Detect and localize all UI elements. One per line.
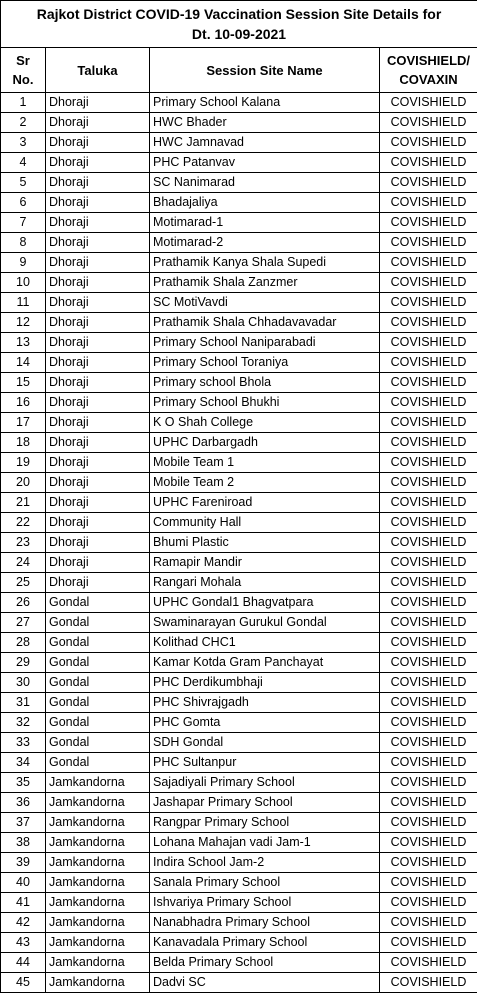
- cell-vaccine: COVISHIELD: [380, 833, 477, 853]
- cell-sr-no: 38: [1, 833, 46, 853]
- cell-vaccine: COVISHIELD: [380, 613, 477, 633]
- cell-vaccine: COVISHIELD: [380, 533, 477, 553]
- table-row: [1, 613, 477, 633]
- cell-vaccine: COVISHIELD: [380, 733, 477, 753]
- cell-sr-no: 25: [1, 573, 46, 593]
- table-row: [1, 973, 477, 993]
- cell-sr-no: 9: [1, 253, 46, 273]
- cell-taluka: Dhoraji: [46, 113, 150, 133]
- cell-session-site: SC MotiVavdi: [150, 293, 380, 313]
- table-row: [1, 173, 477, 193]
- cell-taluka: Gondal: [46, 733, 150, 753]
- cell-vaccine: COVISHIELD: [380, 493, 477, 513]
- cell-session-site: Primary School Toraniya: [150, 353, 380, 373]
- cell-vaccine: COVISHIELD: [380, 873, 477, 893]
- cell-session-site: PHC Gomta: [150, 713, 380, 733]
- cell-vaccine: COVISHIELD: [380, 933, 477, 953]
- cell-taluka: Jamkandorna: [46, 773, 150, 793]
- table-row: [1, 293, 477, 313]
- cell-taluka: Jamkandorna: [46, 793, 150, 813]
- cell-sr-no: 35: [1, 773, 46, 793]
- table-row: [1, 593, 477, 613]
- cell-sr-no: 31: [1, 693, 46, 713]
- cell-session-site: Dadvi SC: [150, 973, 380, 993]
- cell-taluka: Jamkandorna: [46, 813, 150, 833]
- cell-vaccine: COVISHIELD: [380, 313, 477, 333]
- cell-session-site: Prathamik Kanya Shala Supedi: [150, 253, 380, 273]
- cell-sr-no: 34: [1, 753, 46, 773]
- cell-sr-no: 37: [1, 813, 46, 833]
- table-row: [1, 653, 477, 673]
- cell-sr-no: 16: [1, 393, 46, 413]
- cell-taluka: Jamkandorna: [46, 953, 150, 973]
- cell-sr-no: 20: [1, 473, 46, 493]
- cell-session-site: Kanavadala Primary School: [150, 933, 380, 953]
- sheet-title: [1, 1, 477, 48]
- table-row: [1, 253, 477, 273]
- cell-vaccine: COVISHIELD: [380, 633, 477, 653]
- table-row: [1, 193, 477, 213]
- cell-taluka: Gondal: [46, 633, 150, 653]
- cell-taluka: Dhoraji: [46, 373, 150, 393]
- table-row: [1, 893, 477, 913]
- table-row: [1, 473, 477, 493]
- cell-vaccine: COVISHIELD: [380, 553, 477, 573]
- cell-taluka: Dhoraji: [46, 573, 150, 593]
- table-row: [1, 493, 477, 513]
- cell-sr-no: 21: [1, 493, 46, 513]
- table-row: [1, 353, 477, 373]
- header-vaccine-line-1: COVISHIELD/: [387, 53, 470, 68]
- cell-sr-no: 29: [1, 653, 46, 673]
- cell-session-site: Ishvariya Primary School: [150, 893, 380, 913]
- table-row: [1, 393, 477, 413]
- cell-taluka: Gondal: [46, 613, 150, 633]
- cell-vaccine: COVISHIELD: [380, 753, 477, 773]
- cell-session-site: Indira School Jam-2: [150, 853, 380, 873]
- cell-sr-no: 42: [1, 913, 46, 933]
- cell-session-site: HWC Bhader: [150, 113, 380, 133]
- cell-taluka: Dhoraji: [46, 413, 150, 433]
- header-vaccine: [380, 48, 477, 93]
- table-row: [1, 733, 477, 753]
- cell-taluka: Dhoraji: [46, 93, 150, 113]
- cell-sr-no: 19: [1, 453, 46, 473]
- table-row: [1, 93, 477, 113]
- cell-sr-no: 11: [1, 293, 46, 313]
- cell-session-site: UPHC Darbargadh: [150, 433, 380, 453]
- cell-session-site: PHC Shivrajgadh: [150, 693, 380, 713]
- cell-sr-no: 24: [1, 553, 46, 573]
- cell-sr-no: 2: [1, 113, 46, 133]
- cell-vaccine: COVISHIELD: [380, 673, 477, 693]
- cell-sr-no: 1: [1, 93, 46, 113]
- table-row: [1, 913, 477, 933]
- table-row: [1, 833, 477, 853]
- table-row: [1, 813, 477, 833]
- header-taluka: Taluka: [46, 48, 150, 93]
- cell-sr-no: 12: [1, 313, 46, 333]
- cell-session-site: Kamar Kotda Gram Panchayat: [150, 653, 380, 673]
- cell-sr-no: 6: [1, 193, 46, 213]
- cell-vaccine: COVISHIELD: [380, 373, 477, 393]
- cell-taluka: Dhoraji: [46, 533, 150, 553]
- cell-session-site: Belda Primary School: [150, 953, 380, 973]
- table-row: [1, 273, 477, 293]
- cell-taluka: Dhoraji: [46, 393, 150, 413]
- cell-vaccine: COVISHIELD: [380, 433, 477, 453]
- cell-vaccine: COVISHIELD: [380, 153, 477, 173]
- cell-vaccine: COVISHIELD: [380, 513, 477, 533]
- cell-taluka: Jamkandorna: [46, 973, 150, 993]
- cell-vaccine: COVISHIELD: [380, 693, 477, 713]
- cell-vaccine: COVISHIELD: [380, 773, 477, 793]
- cell-sr-no: 39: [1, 853, 46, 873]
- cell-sr-no: 45: [1, 973, 46, 993]
- cell-taluka: Jamkandorna: [46, 933, 150, 953]
- cell-vaccine: COVISHIELD: [380, 593, 477, 613]
- cell-session-site: Primary school Bhola: [150, 373, 380, 393]
- cell-vaccine: COVISHIELD: [380, 333, 477, 353]
- table-row: [1, 413, 477, 433]
- cell-taluka: Dhoraji: [46, 473, 150, 493]
- table-row: [1, 433, 477, 453]
- cell-taluka: Jamkandorna: [46, 853, 150, 873]
- table-row: [1, 233, 477, 253]
- cell-sr-no: 14: [1, 353, 46, 373]
- cell-sr-no: 5: [1, 173, 46, 193]
- cell-sr-no: 30: [1, 673, 46, 693]
- cell-taluka: Dhoraji: [46, 433, 150, 453]
- cell-vaccine: COVISHIELD: [380, 893, 477, 913]
- cell-session-site: PHC Patanvav: [150, 153, 380, 173]
- cell-vaccine: COVISHIELD: [380, 473, 477, 493]
- header-row: [1, 48, 477, 93]
- cell-session-site: HWC Jamnavad: [150, 133, 380, 153]
- cell-vaccine: COVISHIELD: [380, 173, 477, 193]
- cell-session-site: PHC Derdikumbhaji: [150, 673, 380, 693]
- header-vaccine-line-2: COVAXIN: [399, 72, 457, 87]
- cell-taluka: Dhoraji: [46, 213, 150, 233]
- title-line-1: Rajkot District COVID-19 Vaccination Session Site Details for: [37, 6, 442, 22]
- cell-session-site: Nanabhadra Primary School: [150, 913, 380, 933]
- cell-session-site: Primary School Bhukhi: [150, 393, 380, 413]
- table-row: [1, 313, 477, 333]
- cell-session-site: Mobile Team 1: [150, 453, 380, 473]
- table-row: [1, 693, 477, 713]
- cell-vaccine: COVISHIELD: [380, 853, 477, 873]
- cell-session-site: Prathamik Shala Chhadavavadar: [150, 313, 380, 333]
- cell-vaccine: COVISHIELD: [380, 973, 477, 993]
- cell-vaccine: COVISHIELD: [380, 233, 477, 253]
- cell-sr-no: 22: [1, 513, 46, 533]
- cell-vaccine: COVISHIELD: [380, 193, 477, 213]
- cell-sr-no: 10: [1, 273, 46, 293]
- table-row: [1, 213, 477, 233]
- cell-sr-no: 40: [1, 873, 46, 893]
- cell-session-site: Prathamik Shala Zanzmer: [150, 273, 380, 293]
- table-row: [1, 113, 477, 133]
- cell-vaccine: COVISHIELD: [380, 273, 477, 293]
- cell-vaccine: COVISHIELD: [380, 113, 477, 133]
- table-row: [1, 633, 477, 653]
- table-row: [1, 773, 477, 793]
- cell-session-site: Community Hall: [150, 513, 380, 533]
- cell-vaccine: COVISHIELD: [380, 393, 477, 413]
- title-row: [1, 1, 477, 48]
- cell-taluka: Dhoraji: [46, 493, 150, 513]
- cell-taluka: Jamkandorna: [46, 873, 150, 893]
- cell-taluka: Dhoraji: [46, 153, 150, 173]
- header-session-site: Session Site Name: [150, 48, 380, 93]
- cell-taluka: Jamkandorna: [46, 913, 150, 933]
- cell-taluka: Gondal: [46, 693, 150, 713]
- header-sr-line-2: No.: [13, 72, 34, 87]
- cell-vaccine: COVISHIELD: [380, 573, 477, 593]
- cell-session-site: Primary School Naniparabadi: [150, 333, 380, 353]
- cell-vaccine: COVISHIELD: [380, 413, 477, 433]
- cell-sr-no: 44: [1, 953, 46, 973]
- cell-vaccine: COVISHIELD: [380, 793, 477, 813]
- cell-sr-no: 43: [1, 933, 46, 953]
- cell-sr-no: 7: [1, 213, 46, 233]
- table-row: [1, 853, 477, 873]
- cell-sr-no: 8: [1, 233, 46, 253]
- table-row: [1, 873, 477, 893]
- cell-session-site: SDH Gondal: [150, 733, 380, 753]
- cell-taluka: Dhoraji: [46, 133, 150, 153]
- cell-session-site: K O Shah College: [150, 413, 380, 433]
- cell-vaccine: COVISHIELD: [380, 453, 477, 473]
- table-row: [1, 533, 477, 553]
- cell-vaccine: COVISHIELD: [380, 93, 477, 113]
- table-row: [1, 713, 477, 733]
- cell-session-site: Rangpar Primary School: [150, 813, 380, 833]
- cell-session-site: SC Nanimarad: [150, 173, 380, 193]
- cell-vaccine: COVISHIELD: [380, 913, 477, 933]
- cell-session-site: Sanala Primary School: [150, 873, 380, 893]
- table-row: [1, 753, 477, 773]
- table-row: [1, 933, 477, 953]
- cell-session-site: UPHC Fareniroad: [150, 493, 380, 513]
- cell-taluka: Gondal: [46, 673, 150, 693]
- cell-vaccine: COVISHIELD: [380, 953, 477, 973]
- cell-sr-no: 33: [1, 733, 46, 753]
- cell-sr-no: 4: [1, 153, 46, 173]
- cell-sr-no: 18: [1, 433, 46, 453]
- cell-taluka: Gondal: [46, 653, 150, 673]
- cell-session-site: Bhadajaliya: [150, 193, 380, 213]
- cell-sr-no: 17: [1, 413, 46, 433]
- table-row: [1, 573, 477, 593]
- cell-taluka: Gondal: [46, 593, 150, 613]
- cell-taluka: Dhoraji: [46, 353, 150, 373]
- cell-sr-no: 15: [1, 373, 46, 393]
- cell-vaccine: COVISHIELD: [380, 653, 477, 673]
- cell-session-site: Sajadiyali Primary School: [150, 773, 380, 793]
- cell-vaccine: COVISHIELD: [380, 213, 477, 233]
- table-row: [1, 513, 477, 533]
- cell-taluka: Dhoraji: [46, 333, 150, 353]
- cell-sr-no: 41: [1, 893, 46, 913]
- cell-sr-no: 28: [1, 633, 46, 653]
- cell-session-site: Bhumi Plastic: [150, 533, 380, 553]
- cell-session-site: Motimarad-1: [150, 213, 380, 233]
- cell-session-site: Swaminarayan Gurukul Gondal: [150, 613, 380, 633]
- cell-session-site: PHC Sultanpur: [150, 753, 380, 773]
- header-sr-line-1: Sr: [16, 53, 30, 68]
- cell-taluka: Dhoraji: [46, 193, 150, 213]
- cell-taluka: Dhoraji: [46, 253, 150, 273]
- cell-session-site: Rangari Mohala: [150, 573, 380, 593]
- cell-session-site: Motimarad-2: [150, 233, 380, 253]
- table-row: [1, 953, 477, 973]
- cell-session-site: Lohana Mahajan vadi Jam-1: [150, 833, 380, 853]
- table-row: [1, 133, 477, 153]
- cell-vaccine: COVISHIELD: [380, 353, 477, 373]
- cell-sr-no: 13: [1, 333, 46, 353]
- table-row: [1, 673, 477, 693]
- cell-taluka: Jamkandorna: [46, 833, 150, 853]
- cell-sr-no: 3: [1, 133, 46, 153]
- cell-vaccine: COVISHIELD: [380, 713, 477, 733]
- cell-sr-no: 32: [1, 713, 46, 733]
- cell-vaccine: COVISHIELD: [380, 253, 477, 273]
- table-row: [1, 333, 477, 353]
- cell-session-site: UPHC Gondal1 Bhagvatpara: [150, 593, 380, 613]
- cell-taluka: Gondal: [46, 713, 150, 733]
- table-row: [1, 793, 477, 813]
- cell-taluka: Dhoraji: [46, 173, 150, 193]
- table-row: [1, 153, 477, 173]
- cell-sr-no: 27: [1, 613, 46, 633]
- table-row: [1, 453, 477, 473]
- table-row: [1, 553, 477, 573]
- cell-session-site: Kolithad CHC1: [150, 633, 380, 653]
- cell-sr-no: 23: [1, 533, 46, 553]
- cell-session-site: Jashapar Primary School: [150, 793, 380, 813]
- cell-session-site: Primary School Kalana: [150, 93, 380, 113]
- cell-vaccine: COVISHIELD: [380, 813, 477, 833]
- cell-taluka: Dhoraji: [46, 553, 150, 573]
- table-row: [1, 373, 477, 393]
- cell-taluka: Jamkandorna: [46, 893, 150, 913]
- title-line-2: Dt. 10-09-2021: [192, 26, 286, 42]
- cell-sr-no: 36: [1, 793, 46, 813]
- cell-taluka: Dhoraji: [46, 453, 150, 473]
- cell-taluka: Dhoraji: [46, 233, 150, 253]
- cell-taluka: Dhoraji: [46, 313, 150, 333]
- cell-vaccine: COVISHIELD: [380, 133, 477, 153]
- cell-session-site: Mobile Team 2: [150, 473, 380, 493]
- header-sr-no: [1, 48, 46, 93]
- cell-session-site: Ramapir Mandir: [150, 553, 380, 573]
- cell-vaccine: COVISHIELD: [380, 293, 477, 313]
- cell-taluka: Gondal: [46, 753, 150, 773]
- cell-taluka: Dhoraji: [46, 273, 150, 293]
- cell-taluka: Dhoraji: [46, 513, 150, 533]
- cell-sr-no: 26: [1, 593, 46, 613]
- cell-taluka: Dhoraji: [46, 293, 150, 313]
